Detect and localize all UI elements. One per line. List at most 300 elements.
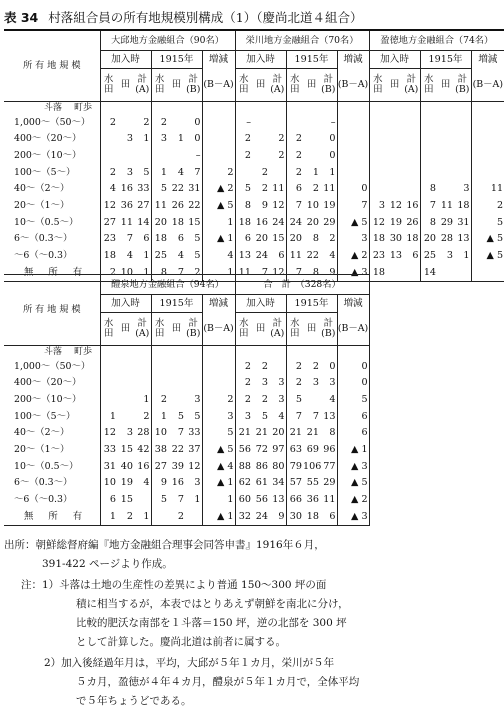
cell: 2 — [286, 147, 303, 164]
cell: 1 — [151, 164, 168, 181]
cell: 23 — [100, 231, 117, 248]
cell: 18 — [235, 214, 252, 231]
spacer — [252, 346, 269, 359]
cell: 15 — [188, 216, 201, 228]
cell: – — [330, 116, 336, 128]
cell: 16 — [255, 216, 269, 228]
cell: 15 — [120, 443, 133, 455]
col-field: 田 — [440, 79, 451, 91]
cell: 27 — [151, 458, 168, 475]
cell: 37 — [188, 443, 201, 455]
cell: 6 — [278, 250, 285, 262]
col-field: 田 — [171, 79, 182, 91]
cell: 32 — [235, 508, 252, 525]
change-cell: ▲ 5 — [471, 231, 504, 248]
spacer — [420, 102, 437, 115]
change-cell: 5 — [202, 425, 235, 442]
year-header: 1915年 — [151, 295, 202, 313]
cell: 10 — [100, 475, 117, 492]
spacer — [437, 102, 454, 115]
cell: 4 — [143, 477, 150, 489]
cell — [100, 147, 117, 164]
spacer — [337, 102, 369, 115]
spacer — [100, 346, 117, 359]
cell: 7 — [194, 166, 201, 178]
change-cell: ▲ 5 — [337, 475, 369, 492]
spacer — [386, 102, 403, 115]
cell: 2 — [100, 164, 117, 181]
cell: 7 — [126, 233, 133, 245]
cell: 3 — [446, 250, 454, 262]
cell — [369, 164, 386, 181]
cell — [437, 164, 454, 181]
cell: 4 — [278, 410, 285, 422]
cell: 36 — [120, 199, 133, 211]
col-field: 田 — [389, 79, 400, 91]
cell — [303, 391, 320, 408]
table-row — [4, 231, 504, 248]
cell: 14 — [137, 216, 150, 228]
col-field: 田 — [255, 323, 266, 335]
cell: 9 — [269, 508, 286, 525]
change-cell: ▲ 4 — [202, 458, 235, 475]
cell — [454, 147, 471, 164]
cell: 13 — [389, 250, 403, 262]
cell: 16 — [120, 183, 133, 195]
cell: 80 — [272, 460, 285, 472]
cell: 0 — [194, 116, 201, 128]
note-1-line: として計算した。慶尚北道は前者に属する。 — [76, 636, 286, 648]
col-paddy: 水田 — [235, 69, 252, 102]
cell: 16 — [406, 199, 419, 211]
unit-choubu: 町歩 — [74, 102, 93, 113]
table-row — [4, 391, 369, 408]
row-label: 10～（0.5～） — [14, 460, 79, 472]
cell: 8 — [420, 181, 437, 198]
cell: 7 — [286, 408, 303, 425]
row-label: 無 所 有 — [4, 264, 100, 281]
col-field: 田 — [120, 323, 131, 335]
row-header: 所 有 地 規 模 — [4, 275, 100, 346]
cell: 31 — [457, 216, 470, 228]
cell: 34 — [272, 477, 285, 489]
col-ba: (B－A) — [337, 313, 369, 346]
cell: 6 — [412, 250, 419, 262]
cell: 11 — [286, 248, 303, 265]
col-paddy: 水田 — [100, 313, 117, 346]
cell: 18 — [151, 231, 168, 248]
row-label: 40～（2～） — [14, 427, 70, 439]
col-total: 計(A) — [270, 74, 285, 95]
row-label: ～6（～0.3） — [14, 494, 73, 506]
source-line-2: 391-422 ページより作成。 — [42, 558, 173, 570]
cell: 7 — [168, 264, 185, 281]
unit-label — [4, 102, 100, 115]
spacer — [320, 346, 337, 359]
cell — [403, 114, 420, 131]
cell: 61 — [255, 477, 269, 489]
cell: 31 — [188, 183, 201, 195]
spacer — [202, 346, 235, 359]
cell — [420, 164, 437, 181]
cell — [151, 147, 168, 164]
cell: 11 — [440, 199, 454, 211]
cell: 2 — [185, 264, 202, 281]
cell: 2 — [261, 183, 269, 195]
cell: 28 — [137, 427, 150, 439]
change-cell — [337, 164, 369, 181]
cell: 2 — [278, 149, 285, 161]
cell: 2 — [312, 183, 320, 195]
cell: 21 — [286, 425, 303, 442]
change-cell: ▲ 3 — [337, 264, 369, 281]
cell: 22 — [188, 199, 201, 211]
cell: 3 — [194, 393, 201, 405]
cell: 24 — [272, 216, 285, 228]
cell: 2 — [261, 393, 269, 405]
cell — [403, 264, 420, 281]
cell: 14 — [420, 264, 437, 281]
cell — [185, 375, 202, 392]
change-cell — [202, 147, 235, 164]
cell — [168, 114, 185, 131]
cell: 3 — [235, 408, 252, 425]
spacer — [269, 346, 286, 359]
change-cell — [471, 114, 504, 131]
cell: 39 — [171, 460, 184, 472]
cell: 3 — [126, 427, 133, 439]
cell: 6 — [286, 181, 303, 198]
cell — [252, 114, 269, 131]
cell: 21 — [255, 427, 269, 439]
cell: 20 — [420, 231, 437, 248]
change-cell: ▲ 2 — [202, 181, 235, 198]
cell: 57 — [286, 475, 303, 492]
spacer — [471, 102, 504, 115]
cell: 66 — [286, 492, 303, 509]
spacer — [168, 346, 185, 359]
col-paddy: 水田 — [369, 69, 386, 102]
change-cell: ▲ 2 — [337, 492, 369, 509]
cell: 2 — [286, 375, 303, 392]
cell — [168, 391, 185, 408]
cell — [269, 114, 286, 131]
cell: 3 — [278, 377, 285, 389]
cell: 19 — [323, 199, 336, 211]
spacer — [252, 102, 269, 115]
change-cell: 2 — [202, 164, 235, 181]
cell: 12 — [100, 425, 117, 442]
col-total: 計(A) — [270, 318, 285, 339]
cell: 2 — [100, 114, 117, 131]
note-1-line: 比較的肥沃な南部を１斗落＝150 坪，逆の北部を 300 坪 — [76, 617, 347, 629]
spacer — [168, 102, 185, 115]
col-paddy: 水田 — [286, 313, 303, 346]
cell: 106 — [303, 460, 322, 472]
change-cell: ▲ 1 — [202, 508, 235, 525]
notes-section — [4, 536, 498, 711]
cell: 3 — [278, 393, 285, 405]
cell: 8 — [329, 427, 336, 439]
cell — [369, 147, 386, 164]
cell — [185, 358, 202, 375]
cell: 5 — [286, 391, 303, 408]
change-cell: 3 — [202, 408, 235, 425]
change-header: 増減 — [471, 51, 504, 69]
cell: 6 — [177, 233, 184, 245]
cell — [100, 375, 117, 392]
cell: 40 — [120, 460, 133, 472]
cell: 27 — [137, 199, 150, 211]
row-label: 400～（20～） — [14, 377, 82, 389]
row-label: 40～（2～） — [14, 183, 70, 195]
year-header: 1915年 — [286, 295, 337, 313]
cell: 26 — [171, 199, 184, 211]
col-field: 田 — [171, 323, 182, 335]
cell: 97 — [272, 443, 285, 455]
change-cell: 3 — [337, 231, 369, 248]
cell: 1 — [100, 408, 117, 425]
table-row — [4, 197, 504, 214]
cell: 4 — [177, 250, 184, 262]
change-cell: ▲ 1 — [202, 475, 235, 492]
cell: 26 — [406, 216, 419, 228]
change-cell: 5 — [471, 214, 504, 231]
cell: 1 — [134, 508, 151, 525]
row-label: 200～（10～） — [14, 150, 82, 162]
col-ba: (B－A) — [337, 69, 369, 102]
cell: 2 — [329, 233, 336, 245]
note-2-line: ５カ月，盈徳が４年４カ月，醴泉が５年１カ月で，全体平均 — [76, 676, 360, 688]
cell — [303, 131, 320, 148]
cell: 12 — [188, 460, 201, 472]
cell — [403, 147, 420, 164]
cell — [100, 131, 117, 148]
col-paddy: 水田 — [286, 69, 303, 102]
change-cell: ▲ 5 — [202, 197, 235, 214]
cell: 12 — [389, 199, 403, 211]
cell — [386, 131, 403, 148]
col-ba: (B－A) — [471, 69, 504, 102]
cell — [252, 131, 269, 148]
change-cell: ▲ 1 — [337, 441, 369, 458]
cell — [386, 164, 403, 181]
cell: 4 — [100, 181, 117, 198]
cell: 77 — [323, 460, 336, 472]
cell: 2 — [235, 391, 252, 408]
spacer — [202, 102, 235, 115]
group-header: 合 計 （328名） — [235, 275, 369, 295]
col-paddy: 水田 — [151, 313, 168, 346]
change-cell — [202, 358, 235, 375]
table-1 — [4, 29, 504, 282]
change-cell: ▲ 3 — [337, 458, 369, 475]
cell: 2 — [117, 508, 134, 525]
row-label: 6～（0.3～） — [14, 477, 73, 489]
col-total: 計(A) — [404, 74, 419, 95]
change-cell: 6 — [337, 408, 369, 425]
spacer — [320, 102, 337, 115]
cell — [386, 181, 403, 198]
cell: 8 — [235, 197, 252, 214]
cell: 3 — [261, 377, 269, 389]
cell — [437, 114, 454, 131]
cell: 19 — [389, 216, 403, 228]
cell: 2 — [235, 375, 252, 392]
cell — [454, 131, 471, 148]
table-row — [4, 114, 504, 131]
table-row — [4, 458, 369, 475]
row-label: 6～（0.3～） — [14, 233, 73, 245]
group-header: 栄川地方金融組合（70名） — [235, 30, 369, 51]
row-label: 無 所 有 — [4, 508, 100, 525]
table-row — [4, 164, 504, 181]
change-cell: 6 — [337, 425, 369, 442]
cell: 29 — [323, 477, 336, 489]
change-cell: 0 — [337, 358, 369, 375]
table-row — [4, 441, 369, 458]
cell: 1 — [329, 166, 336, 178]
cell — [420, 131, 437, 148]
cell: 0 — [329, 360, 336, 372]
cell — [117, 147, 134, 164]
cell: 6 — [235, 231, 252, 248]
table-title — [4, 8, 362, 26]
cell: 30 — [389, 233, 403, 245]
change-cell: ▲ 2 — [337, 248, 369, 265]
cell: 2 — [235, 131, 252, 148]
cell: 4 — [126, 250, 133, 262]
joining-header: 加入時 — [100, 51, 151, 69]
cell: 79 — [286, 458, 303, 475]
table-row — [4, 492, 369, 509]
col-paddy: 水田 — [235, 313, 252, 346]
cell: 1 — [312, 166, 320, 178]
cell: 3 — [151, 131, 168, 148]
cell: 8 — [420, 214, 437, 231]
cell — [117, 114, 134, 131]
cell: 2 — [100, 264, 117, 281]
change-cell: ▲ 1 — [202, 231, 235, 248]
change-cell — [202, 375, 235, 392]
cell: 22 — [306, 250, 320, 262]
cell: 7 — [286, 197, 303, 214]
cell: 11 — [235, 264, 252, 281]
cell: 13 — [235, 248, 252, 265]
cell: 42 — [137, 443, 150, 455]
cell: 2 — [286, 358, 303, 375]
cell — [454, 114, 471, 131]
cell — [117, 408, 134, 425]
change-cell — [337, 131, 369, 148]
cell: 20 — [286, 231, 303, 248]
cell: 7 — [177, 494, 184, 506]
cell: 8 — [312, 233, 320, 245]
cell: 5 — [261, 410, 269, 422]
cell: 2 — [286, 131, 303, 148]
unit-choubu: 町歩 — [74, 346, 93, 357]
cell: 0 — [194, 133, 201, 145]
cell: 4 — [177, 166, 184, 178]
cell: 38 — [151, 441, 168, 458]
cell: 1 — [151, 408, 168, 425]
col-total_b: 計(B) — [321, 74, 336, 95]
cell: 56 — [235, 441, 252, 458]
cell — [403, 181, 420, 198]
spacer — [369, 102, 386, 115]
cell: 5 — [235, 181, 252, 198]
row-header: 所 有 地 規 模 — [4, 30, 100, 102]
cell: 2 — [151, 391, 168, 408]
cell: 3 — [369, 197, 386, 214]
cell: 18 — [369, 231, 386, 248]
change-cell — [471, 164, 504, 181]
change-header: 増減 — [337, 295, 369, 313]
source-text: 朝鮮総督府編『地方金融組合理事会同答申書』1916年６月， — [35, 539, 325, 551]
col-ba: (B－A) — [202, 69, 235, 102]
cell — [386, 147, 403, 164]
cell: 23 — [369, 248, 386, 265]
cell: 2 — [151, 114, 168, 131]
spacer — [117, 346, 134, 359]
cell: 11 — [151, 197, 168, 214]
cell: 13 — [457, 233, 470, 245]
unit-label — [4, 346, 100, 359]
col-paddy: 水田 — [420, 69, 437, 102]
cell: 11 — [272, 183, 285, 195]
note-1-line: 積に相当するが，本表ではとりあえず朝鮮を南北に分け， — [76, 598, 349, 610]
cell: 55 — [306, 477, 320, 489]
col-field: 田 — [306, 323, 317, 335]
table-row — [4, 475, 369, 492]
col-field: 田 — [255, 79, 266, 91]
cell — [386, 264, 403, 281]
cell: 13 — [323, 410, 336, 422]
cell: 8 — [303, 264, 320, 281]
spacer — [235, 346, 252, 359]
joining-header: 加入時 — [369, 51, 420, 69]
note-2-line: で５年ちょうどである。 — [76, 695, 192, 707]
cell: 5 — [143, 166, 150, 178]
cell: 30 — [286, 508, 303, 525]
cell: 1 — [463, 250, 470, 262]
cell: 15 — [120, 494, 133, 506]
cell — [454, 164, 471, 181]
cell: 0 — [329, 133, 336, 145]
row-label: 1,000～（50～） — [14, 360, 91, 372]
cell: – — [235, 114, 252, 131]
spacer — [134, 102, 151, 115]
col-total_b: 計(B) — [321, 318, 336, 339]
cell: 0 — [329, 149, 336, 161]
cell: 2 — [261, 166, 269, 178]
cell: 2 — [143, 410, 150, 422]
cell — [420, 114, 437, 131]
cell — [303, 114, 320, 131]
cell: 6 — [143, 233, 150, 245]
cell — [185, 508, 202, 525]
table-row — [4, 181, 504, 198]
col-paddy: 水田 — [100, 69, 117, 102]
cell: 24 — [252, 508, 269, 525]
cell: 1 — [143, 133, 150, 145]
cell — [134, 375, 151, 392]
cell: 2 — [168, 508, 185, 525]
spacer — [269, 102, 286, 115]
cell: 88 — [235, 458, 252, 475]
cell — [369, 181, 386, 198]
cell: 12 — [100, 197, 117, 214]
